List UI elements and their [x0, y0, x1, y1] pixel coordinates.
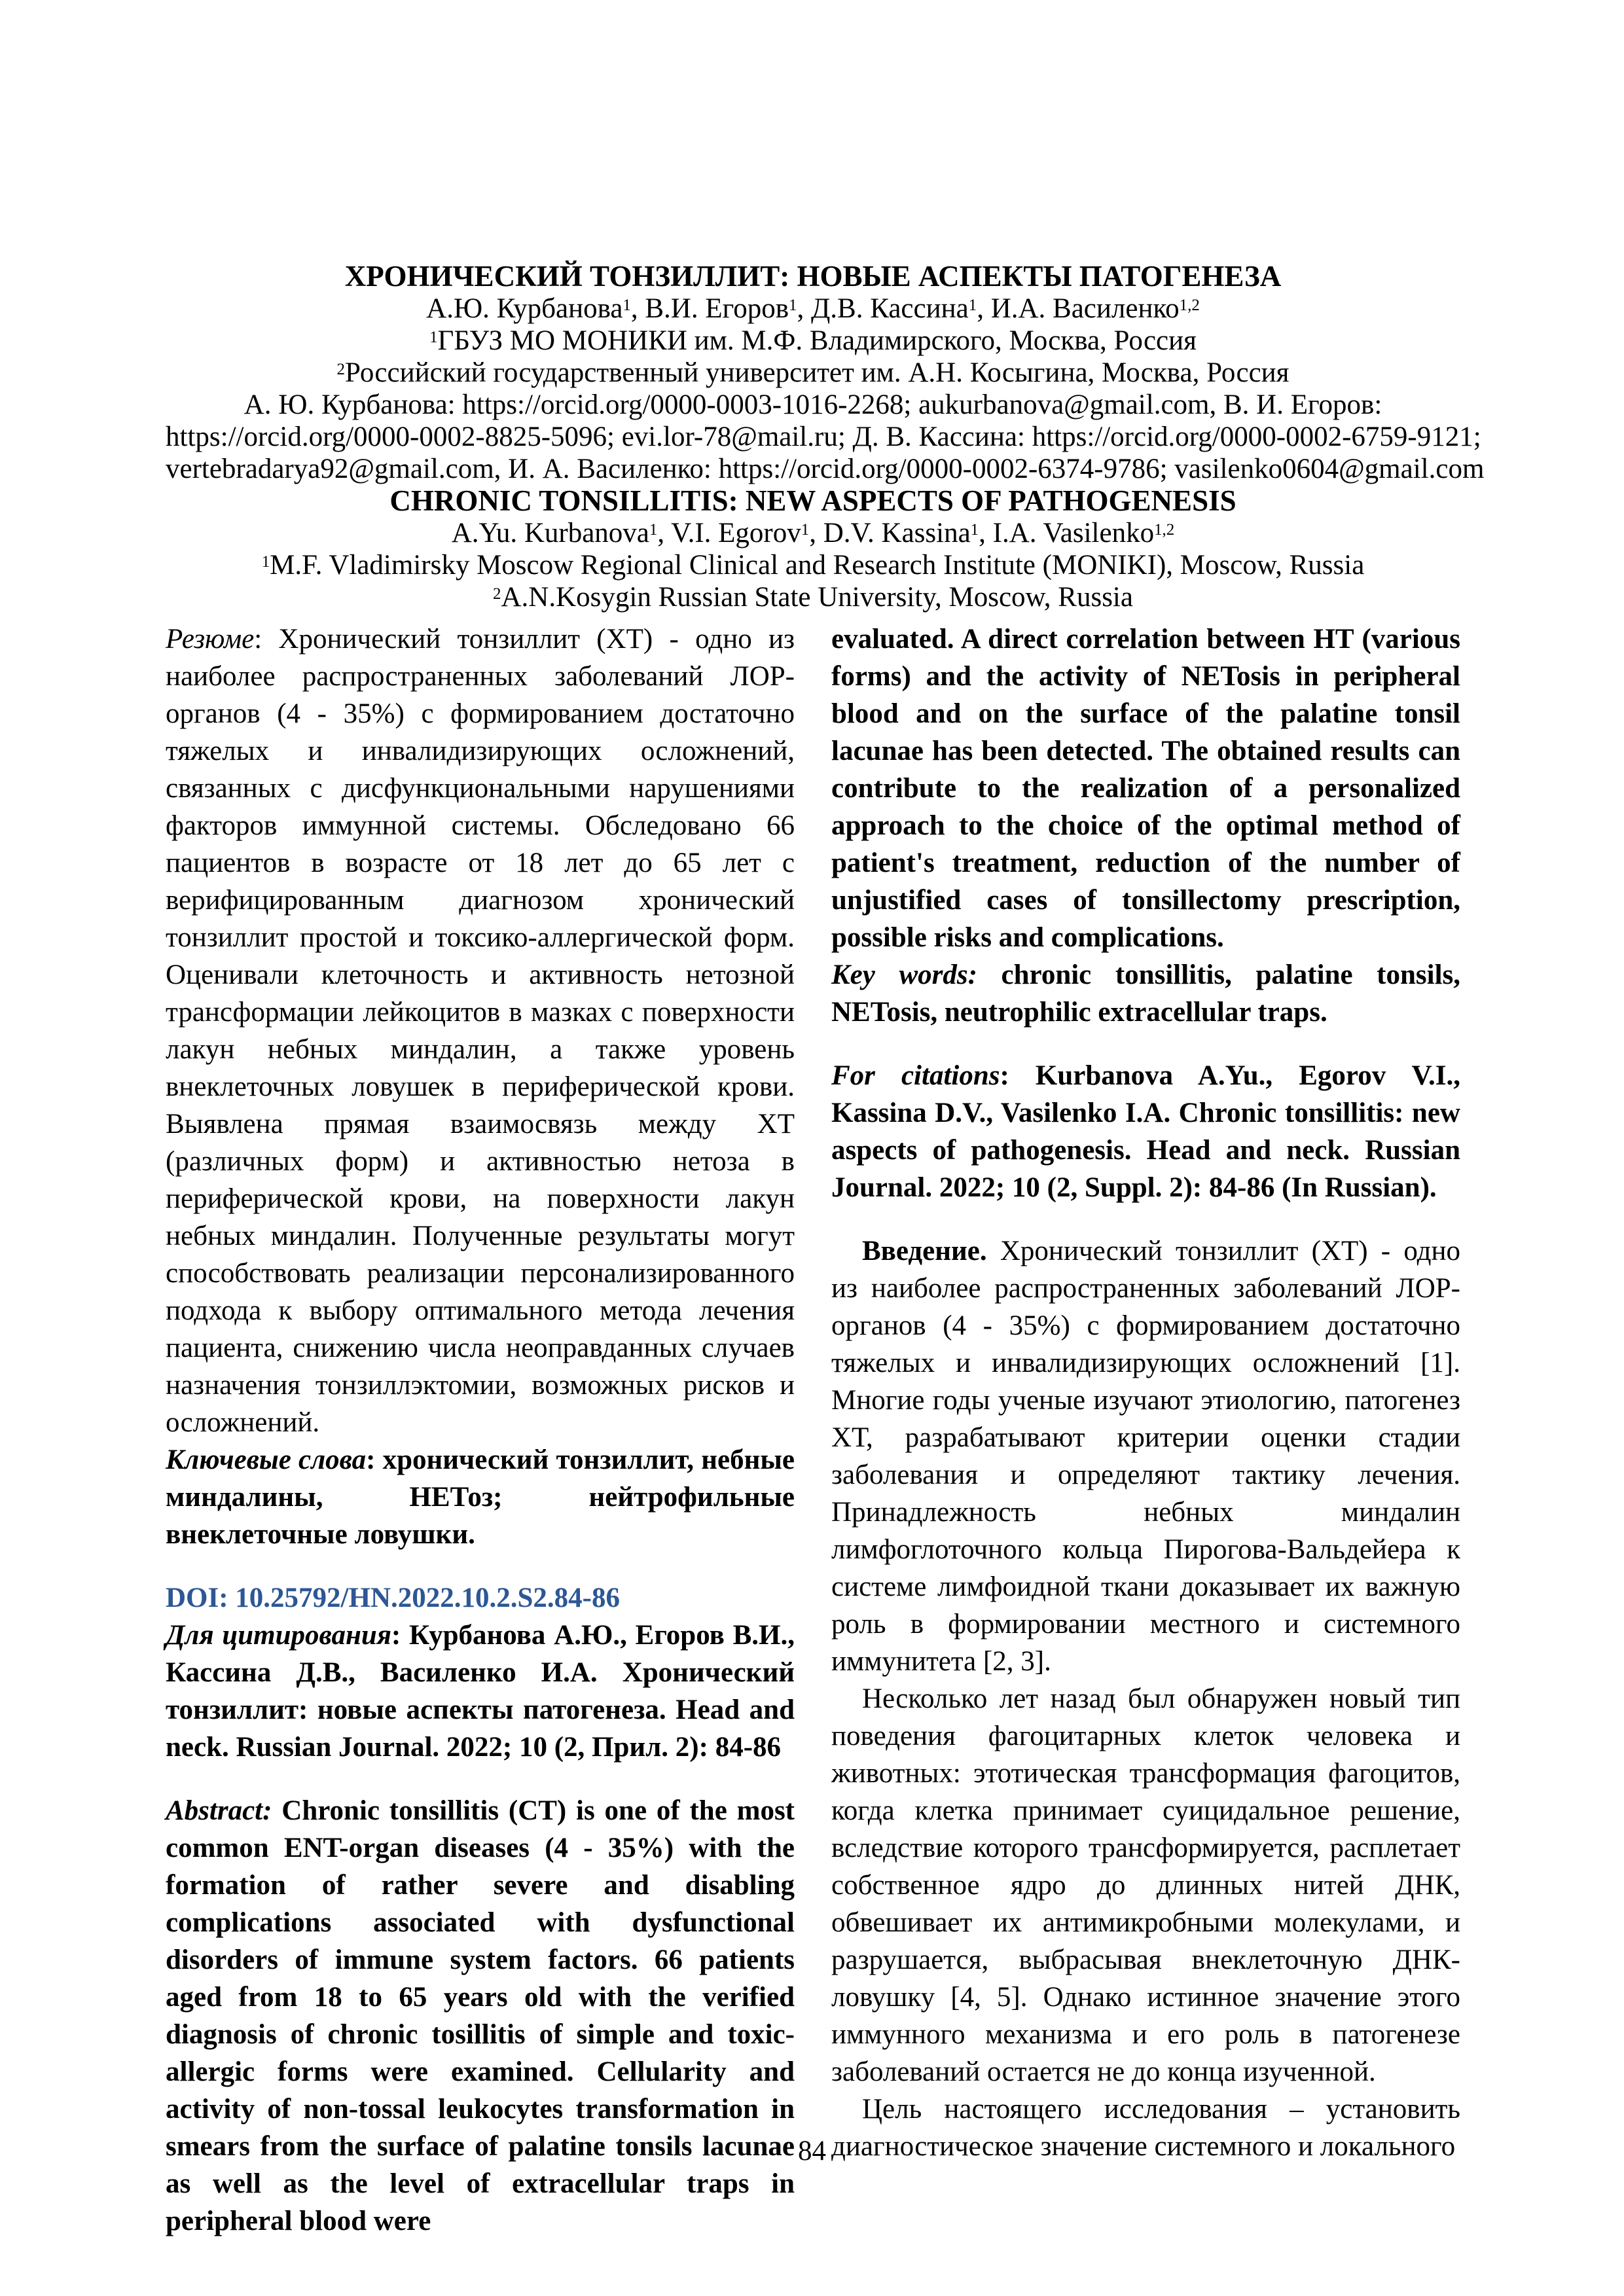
- authors-ru: А.Ю. Курбанова$^1$, В.И. Егоров$^1$, Д.В. Кассина$^1$, И.А. Василенко$^{1,2}$: [426, 293, 1200, 324]
- study-goal-paragraph: Цель настоящего исследования – установить диагностическое значение системного и локального: [831, 2094, 1460, 2162]
- paragraph-spacer: [166, 1553, 795, 1579]
- abstract-en-continued-paragraph: evaluated. A direct correlation between HT (various forms) and the activity of NETosis in peripheral blood and on the surface of the palatine tonsil lacunae has been detected. The obtained results can contribute to the realization of a personalized approach to the choice of the optimal method of patient's treatment, reduction of the number of unjustified cases of tonsillectomy prescription, possible risks and complications.: [831, 624, 1460, 953]
- two-column-body: [166, 620, 1460, 2240]
- page-number: 84: [798, 2136, 826, 2166]
- citation-en-paragraph: For citations: Kurbanova A.Yu., Egorov V.I., Kassina D.V., Vasilenko I.A. Chronic tonsillitis: new aspects of pathogenesis. Head and neck. Russian Journal. 2022; 10 (2, Suppl. 2): 84-86 (In Russian).: [831, 1060, 1460, 1203]
- abstract-ru-paragraph: Резюме: Хронический тонзиллит (ХТ) - одно из наиболее распространенных заболеваний ЛОР-органов (4 - 35%) с формированием достаточно тяжелых и инвалидизирующих осложнений, связанных с дисфункциональными нарушениями факторов иммунной системы. Обследовано 66 пациентов в возрасте от 18 лет до 65 лет с верифицированным диагнозом хронический тонзиллит простой и токсико-аллергической форм. Оценивали клеточность и активность нетозной трансформации лейкоцитов в мазках с поверхности лакун небных миндалин, а также уровень внеклеточных ловушек в периферической крови. Выявлена прямая взаимосвязь между ХТ (различных форм) и активностью нетоза в периферической крови, на поверхности лакун небных миндалин. Полученные результаты могут способствовать реализации персонализированного подхода к выбору оптимального метода лечения пациента, снижению числа неоправданных случаев назначения тонзиллэктомии, возможных рисков и осложнений.: [166, 624, 795, 1438]
- article-title-ru: ХРОНИЧЕСКИЙ ТОНЗИЛЛИТ: НОВЫЕ АСПЕКТЫ ПАТОГЕНЕЗА: [344, 260, 1282, 293]
- affiliation-2-en: $^2$A.N.Kosygin Russian State University, Moscow, Russia: [493, 582, 1133, 613]
- contacts-line-3: vertebradarya92@gmail.com, И. А. Василенко: https://orcid.org/0000-0002-6374-9786; vasilenko0604@gmail.com: [166, 454, 1485, 484]
- introduction-paragraph: Введение. Хронический тонзиллит (ХТ) - одно из наиболее распространенных заболеваний ЛОР-органов (4 - 35%) с формированием достаточно тяжелых и инвалидизирующих осложнений [1]. Многие годы ученые изучают этиологию, патогенез ХТ, разрабатывают критерии оценки стадии заболевания и определяют тактику лечения. Принадлежность небных миндалин лимфоглоточного кольца Пирогова-Вальдейера к системе лимфоидной ткани доказывает их важную роль в формировании местного и системного иммунитета [2, 3].: [831, 1236, 1460, 1677]
- left-column: [166, 620, 795, 2240]
- netosis-paragraph: Несколько лет назад был обнаружен новый тип поведения фагоцитарных клеток человека и животных: этотическая трансформация фагоцитов, когда клетка принимает суицидальное решение, вследствие которого трансформируется, расплетает собственное ядро до длинных нитей ДНК, обвешивает их антимикробными молекулами, и разрушается, выбрасывая внеклеточную ДНК-ловушку [4, 5]. Однако истинное значение этого иммунного механизма и его роль в патогенезе заболеваний остается не до конца изученной.: [831, 1683, 1460, 2087]
- paragraph-spacer: [166, 1766, 795, 1792]
- keywords-en-paragraph: Key words: chronic tonsillitis, palatine tonsils, NETosis, neutrophilic extracellular traps.: [831, 960, 1461, 1028]
- affiliation-1-en: $^1$M.F. Vladimirsky Moscow Regional Clinical and Research Institute (MONIKI), Moscow, Russia: [261, 550, 1365, 581]
- abstract-en-paragraph: Abstract: Chronic tonsillitis (CT) is one of the most common ENT-organ diseases (4 - 35%) with the formation of rather severe and disabling complications associated with dysfunctional disorders of immune system factors. 66 patients aged from 18 to 65 years old with the verified diagnosis of chronic tosillitis of simple and toxic-allergic forms were examined. Cellularity and activity of non-tossal leukocytes transformation in smears from the surface of palatine tonsils lacunae as well as the level of extracellular traps in peripheral blood were: [166, 1795, 795, 2236]
- doi-line: DOI: 10.25792/HN.2022.10.2.S2.84-86: [166, 1583, 620, 1613]
- citation-ru-paragraph: Для цитирования: Курбанова А.Ю., Егоров В.И., Кассина Д.В., Василенко И.А. Хронический тонзиллит: новые аспекты патогенеза. Head and neck. Russian Journal. 2022; 10 (2, Прил. 2): 84-86: [166, 1620, 795, 1763]
- right-column: [831, 620, 1460, 2240]
- affiliation-1-ru: $^1$ГБУЗ МО МОНИКИ им. М.Ф. Владимирского, Москва, Россия: [429, 325, 1197, 356]
- article-header: [166, 260, 1485, 613]
- keywords-ru-paragraph: Ключевые слова: хронический тонзиллит, небные миндалины, НЕТоз; нейтрофильные внеклеточные ловушки.: [166, 1444, 795, 1550]
- article-title-en: CHRONIC TONSILLITIS: NEW ASPECTS OF PATHOGENESIS: [389, 484, 1236, 517]
- contacts-line-1: А. Ю. Курбанова: https://orcid.org/0000-0003-1016-2268; aukurbanova@gmail.com, В. И. Егоров:: [244, 389, 1382, 420]
- paragraph-spacer: [831, 1031, 1460, 1057]
- authors-en: A.Yu. Kurbanova$^1$, V.I. Egorov$^1$, D.V. Kassina$^1$, I.A. Vasilenko$^{1,2}$: [451, 518, 1175, 548]
- contacts-line-2: https://orcid.org/0000-0002-8825-5096; evi.lor-78@mail.ru; Д. В. Кассина: https://orcid.org/0000-0002-6759-9121;: [166, 422, 1481, 452]
- affiliation-2-ru: $^2$Российский государственный университет им. А.Н. Косыгина, Москва, Россия: [336, 357, 1290, 388]
- paragraph-spacer: [831, 1206, 1460, 1232]
